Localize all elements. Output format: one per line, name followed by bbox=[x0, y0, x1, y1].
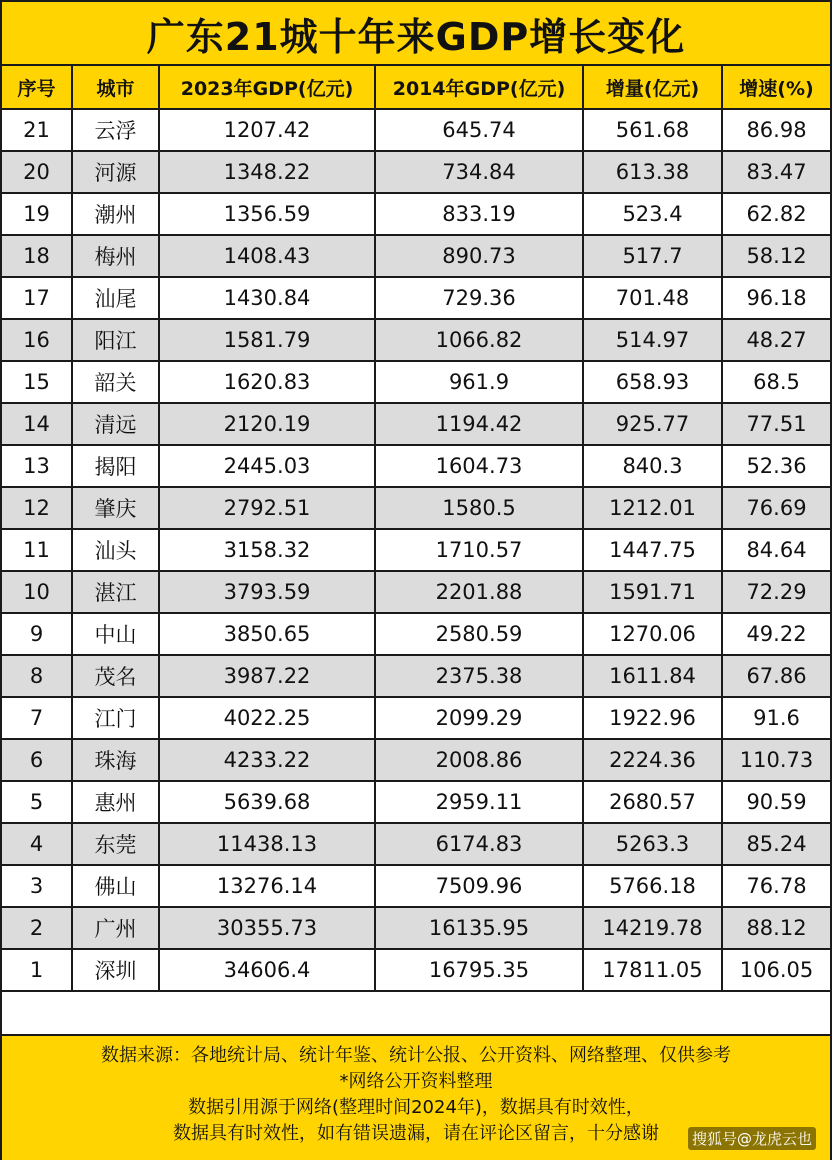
cell-increase: 701.48 bbox=[583, 277, 722, 319]
cell-rank: 7 bbox=[2, 697, 72, 739]
cell-city: 广州 bbox=[72, 907, 159, 949]
cell-gdp-2023: 1207.42 bbox=[159, 109, 375, 151]
table-header-row bbox=[2, 66, 830, 109]
cell-growth: 88.12 bbox=[722, 907, 830, 949]
table-row bbox=[2, 151, 830, 193]
footer-line-public: *网络公开资料整理 bbox=[339, 1071, 493, 1092]
cell-gdp-2023: 1356.59 bbox=[159, 193, 375, 235]
cell-rank: 20 bbox=[2, 151, 72, 193]
table-row bbox=[2, 361, 830, 403]
cell-gdp-2014: 833.19 bbox=[375, 193, 583, 235]
cell-rank: 17 bbox=[2, 277, 72, 319]
gdp-table bbox=[2, 66, 830, 992]
cell-rank: 15 bbox=[2, 361, 72, 403]
cell-rank: 8 bbox=[2, 655, 72, 697]
cell-increase: 1447.75 bbox=[583, 529, 722, 571]
cell-gdp-2023: 4233.22 bbox=[159, 739, 375, 781]
cell-growth: 85.24 bbox=[722, 823, 830, 865]
cell-growth: 90.59 bbox=[722, 781, 830, 823]
cell-gdp-2014: 1710.57 bbox=[375, 529, 583, 571]
cell-rank: 4 bbox=[2, 823, 72, 865]
table-row bbox=[2, 781, 830, 823]
cell-rank: 14 bbox=[2, 403, 72, 445]
cell-rank: 19 bbox=[2, 193, 72, 235]
table-row bbox=[2, 445, 830, 487]
cell-rank: 21 bbox=[2, 109, 72, 151]
cell-city: 江门 bbox=[72, 697, 159, 739]
cell-increase: 5263.3 bbox=[583, 823, 722, 865]
cell-gdp-2014: 2099.29 bbox=[375, 697, 583, 739]
cell-growth: 91.6 bbox=[722, 697, 830, 739]
cell-growth: 77.51 bbox=[722, 403, 830, 445]
cell-gdp-2014: 1604.73 bbox=[375, 445, 583, 487]
cell-city: 佛山 bbox=[72, 865, 159, 907]
cell-gdp-2023: 1581.79 bbox=[159, 319, 375, 361]
cell-increase: 2680.57 bbox=[583, 781, 722, 823]
cell-gdp-2023: 2792.51 bbox=[159, 487, 375, 529]
header-rank: 序号 bbox=[2, 66, 72, 109]
cell-gdp-2014: 1580.5 bbox=[375, 487, 583, 529]
cell-increase: 1611.84 bbox=[583, 655, 722, 697]
cell-gdp-2014: 2375.38 bbox=[375, 655, 583, 697]
table-row bbox=[2, 949, 830, 991]
cell-rank: 11 bbox=[2, 529, 72, 571]
cell-gdp-2023: 1348.22 bbox=[159, 151, 375, 193]
cell-gdp-2014: 734.84 bbox=[375, 151, 583, 193]
footer-line-disclaimer: 数据具有时效性，如有错误遗漏，请在评论区留言，十分感谢 bbox=[173, 1123, 659, 1144]
cell-city: 茂名 bbox=[72, 655, 159, 697]
cell-rank: 9 bbox=[2, 613, 72, 655]
table-row bbox=[2, 277, 830, 319]
cell-rank: 12 bbox=[2, 487, 72, 529]
header-city: 城市 bbox=[72, 66, 159, 109]
cell-growth: 67.86 bbox=[722, 655, 830, 697]
cell-city: 东莞 bbox=[72, 823, 159, 865]
header-gdp-2023: 2023年GDP(亿元) bbox=[159, 66, 375, 109]
cell-gdp-2023: 2445.03 bbox=[159, 445, 375, 487]
cell-increase: 658.93 bbox=[583, 361, 722, 403]
cell-city: 揭阳 bbox=[72, 445, 159, 487]
cell-gdp-2014: 961.9 bbox=[375, 361, 583, 403]
cell-gdp-2023: 34606.4 bbox=[159, 949, 375, 991]
cell-increase: 5766.18 bbox=[583, 865, 722, 907]
footer-line-source: 数据来源：各地统计局、统计年鉴、统计公报、公开资料、网络整理、仅供参考 bbox=[101, 1045, 731, 1066]
cell-city: 韶关 bbox=[72, 361, 159, 403]
cell-gdp-2014: 2959.11 bbox=[375, 781, 583, 823]
cell-gdp-2023: 30355.73 bbox=[159, 907, 375, 949]
cell-city: 中山 bbox=[72, 613, 159, 655]
cell-gdp-2014: 1194.42 bbox=[375, 403, 583, 445]
cell-city: 汕头 bbox=[72, 529, 159, 571]
header-gdp-2014: 2014年GDP(亿元) bbox=[375, 66, 583, 109]
table-row bbox=[2, 403, 830, 445]
cell-gdp-2023: 3987.22 bbox=[159, 655, 375, 697]
cell-gdp-2014: 7509.96 bbox=[375, 865, 583, 907]
cell-rank: 16 bbox=[2, 319, 72, 361]
cell-gdp-2023: 3850.65 bbox=[159, 613, 375, 655]
cell-increase: 17811.05 bbox=[583, 949, 722, 991]
table-row bbox=[2, 739, 830, 781]
cell-gdp-2023: 4022.25 bbox=[159, 697, 375, 739]
cell-growth: 58.12 bbox=[722, 235, 830, 277]
cell-growth: 48.27 bbox=[722, 319, 830, 361]
footer-line-citation: 数据引用源于网络(整理时间2024年)，数据具有时效性， bbox=[188, 1097, 644, 1118]
cell-gdp-2014: 890.73 bbox=[375, 235, 583, 277]
cell-rank: 1 bbox=[2, 949, 72, 991]
cell-gdp-2023: 2120.19 bbox=[159, 403, 375, 445]
cell-gdp-2014: 16795.35 bbox=[375, 949, 583, 991]
cell-gdp-2023: 1430.84 bbox=[159, 277, 375, 319]
cell-rank: 3 bbox=[2, 865, 72, 907]
header-growth: 增速(%) bbox=[722, 66, 830, 109]
watermark: 搜狐号@龙虎云也 bbox=[688, 1127, 816, 1150]
cell-rank: 18 bbox=[2, 235, 72, 277]
cell-gdp-2023: 3793.59 bbox=[159, 571, 375, 613]
cell-city: 湛江 bbox=[72, 571, 159, 613]
table-row bbox=[2, 529, 830, 571]
table-row bbox=[2, 571, 830, 613]
cell-increase: 514.97 bbox=[583, 319, 722, 361]
cell-gdp-2014: 2008.86 bbox=[375, 739, 583, 781]
cell-gdp-2023: 5639.68 bbox=[159, 781, 375, 823]
cell-growth: 86.98 bbox=[722, 109, 830, 151]
cell-growth: 52.36 bbox=[722, 445, 830, 487]
cell-rank: 13 bbox=[2, 445, 72, 487]
cell-increase: 561.68 bbox=[583, 109, 722, 151]
cell-increase: 523.4 bbox=[583, 193, 722, 235]
cell-gdp-2014: 2201.88 bbox=[375, 571, 583, 613]
cell-gdp-2023: 1620.83 bbox=[159, 361, 375, 403]
cell-growth: 76.78 bbox=[722, 865, 830, 907]
table-row bbox=[2, 319, 830, 361]
cell-gdp-2014: 729.36 bbox=[375, 277, 583, 319]
cell-city: 惠州 bbox=[72, 781, 159, 823]
cell-gdp-2014: 1066.82 bbox=[375, 319, 583, 361]
cell-city: 肇庆 bbox=[72, 487, 159, 529]
cell-city: 珠海 bbox=[72, 739, 159, 781]
cell-growth: 72.29 bbox=[722, 571, 830, 613]
cell-growth: 62.82 bbox=[722, 193, 830, 235]
table-row bbox=[2, 907, 830, 949]
cell-city: 河源 bbox=[72, 151, 159, 193]
cell-increase: 1591.71 bbox=[583, 571, 722, 613]
table-row bbox=[2, 193, 830, 235]
cell-gdp-2014: 645.74 bbox=[375, 109, 583, 151]
cell-city: 汕尾 bbox=[72, 277, 159, 319]
cell-gdp-2014: 16135.95 bbox=[375, 907, 583, 949]
table-row bbox=[2, 823, 830, 865]
cell-city: 梅州 bbox=[72, 235, 159, 277]
cell-growth: 96.18 bbox=[722, 277, 830, 319]
cell-rank: 2 bbox=[2, 907, 72, 949]
table-row bbox=[2, 235, 830, 277]
header-increase: 增量(亿元) bbox=[583, 66, 722, 109]
cell-growth: 76.69 bbox=[722, 487, 830, 529]
cell-increase: 840.3 bbox=[583, 445, 722, 487]
cell-increase: 1270.06 bbox=[583, 613, 722, 655]
cell-increase: 1922.96 bbox=[583, 697, 722, 739]
cell-increase: 925.77 bbox=[583, 403, 722, 445]
table-row bbox=[2, 109, 830, 151]
cell-gdp-2023: 13276.14 bbox=[159, 865, 375, 907]
cell-city: 阳江 bbox=[72, 319, 159, 361]
table-row bbox=[2, 865, 830, 907]
cell-city: 深圳 bbox=[72, 949, 159, 991]
cell-increase: 14219.78 bbox=[583, 907, 722, 949]
cell-growth: 83.47 bbox=[722, 151, 830, 193]
cell-increase: 2224.36 bbox=[583, 739, 722, 781]
cell-gdp-2023: 1408.43 bbox=[159, 235, 375, 277]
cell-gdp-2023: 3158.32 bbox=[159, 529, 375, 571]
cell-city: 云浮 bbox=[72, 109, 159, 151]
cell-growth: 106.05 bbox=[722, 949, 830, 991]
cell-gdp-2023: 11438.13 bbox=[159, 823, 375, 865]
cell-gdp-2014: 2580.59 bbox=[375, 613, 583, 655]
cell-city: 清远 bbox=[72, 403, 159, 445]
cell-city: 潮州 bbox=[72, 193, 159, 235]
table-row bbox=[2, 487, 830, 529]
cell-growth: 84.64 bbox=[722, 529, 830, 571]
cell-gdp-2014: 6174.83 bbox=[375, 823, 583, 865]
table-row bbox=[2, 613, 830, 655]
cell-growth: 68.5 bbox=[722, 361, 830, 403]
cell-rank: 10 bbox=[2, 571, 72, 613]
cell-increase: 517.7 bbox=[583, 235, 722, 277]
cell-increase: 613.38 bbox=[583, 151, 722, 193]
page-title: 广东21城十年来GDP增长变化 bbox=[2, 2, 830, 66]
table-row bbox=[2, 655, 830, 697]
cell-increase: 1212.01 bbox=[583, 487, 722, 529]
cell-growth: 49.22 bbox=[722, 613, 830, 655]
cell-rank: 6 bbox=[2, 739, 72, 781]
table-row bbox=[2, 697, 830, 739]
cell-growth: 110.73 bbox=[722, 739, 830, 781]
cell-rank: 5 bbox=[2, 781, 72, 823]
